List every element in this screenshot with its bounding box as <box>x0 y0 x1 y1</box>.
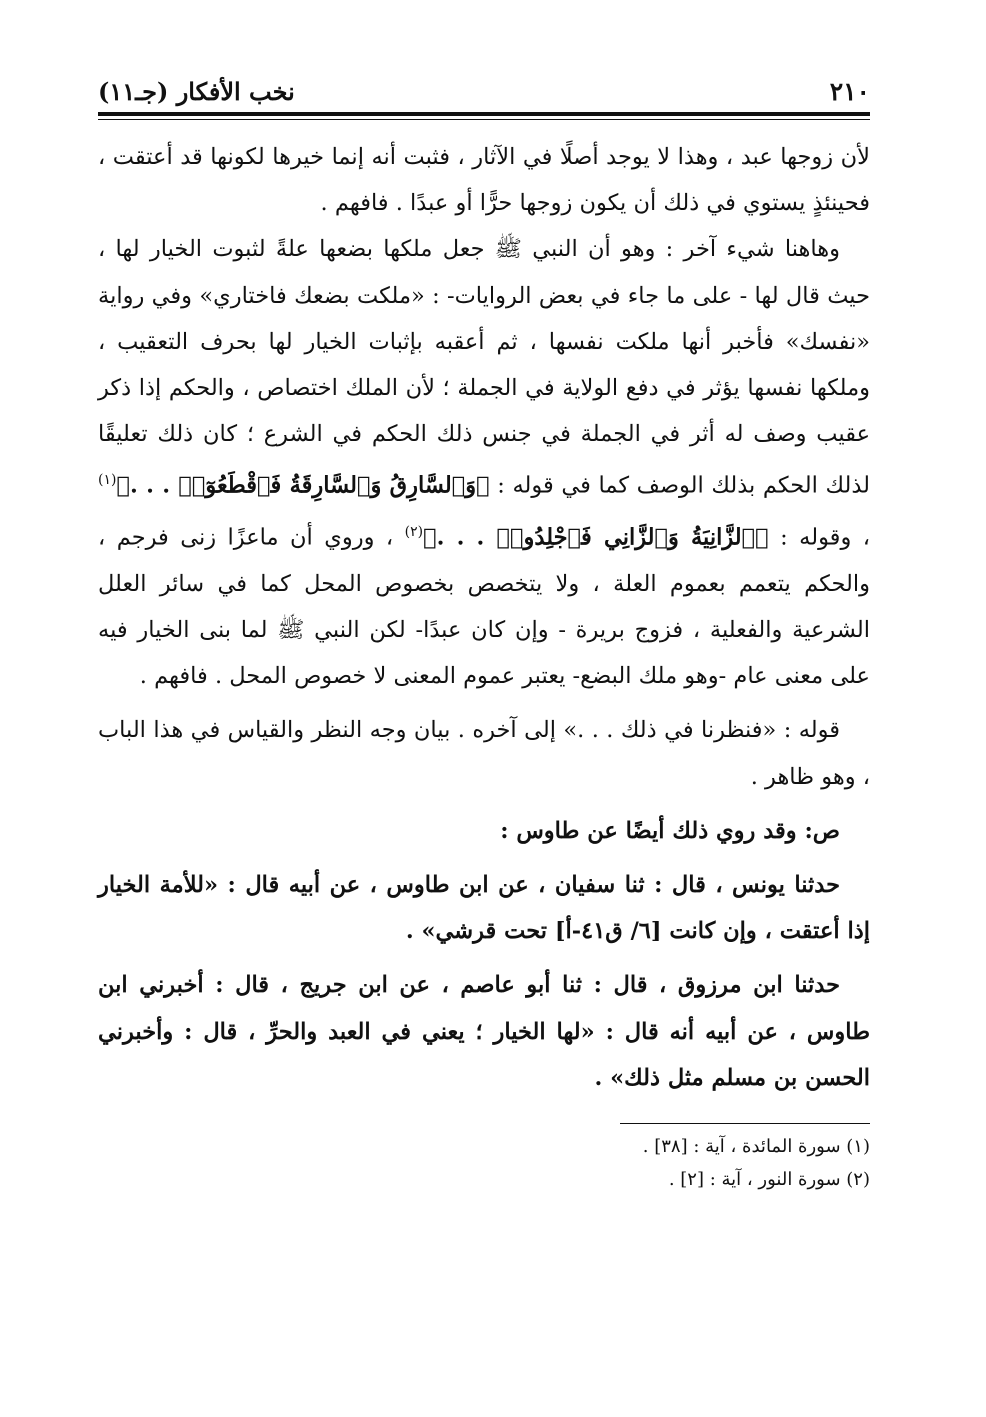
paragraph-2-connector: ، وقوله : <box>780 524 871 551</box>
footnote-ref-1: (١) <box>98 472 117 489</box>
footnotes <box>98 1130 870 1196</box>
quran-verse-1: ﴿وَٱلسَّارِقُ وَٱلسَّارِقَةُ فَٱقْطَعُوٓا۟ . . .﴾ <box>116 472 490 499</box>
footnote-2: (٢) سورة النور ، آية : [٢] . <box>668 1169 870 1191</box>
quran-verse-2: ﴿ٱلزَّانِيَةُ وَٱلزَّانِي فَٱجْلِدُوا۟ . . .﴾ <box>423 524 769 551</box>
paragraph-3: قوله : «فنظرنا في ذلك . . .» إلى آخره . بيان وجه النظر والقياس في هذا الباب ، وهو ظاهر . <box>98 717 870 790</box>
document-page <box>98 66 870 1196</box>
footnote-ref-2: (٢) <box>404 524 424 541</box>
header-rule-thin <box>98 119 870 120</box>
paragraph-2 <box>98 226 870 699</box>
paragraph-1: لأن زوجها عبد ، وهذا لا يوجد أصلًا في الآثار ، فثبت أنه إنما خيرها لكونها قد أعتقت ، فحينئذٍ يستوي في ذلك أن يكون زوجها حرًّا أو عبدًا . فافهم . <box>98 144 870 217</box>
hadith-2: حدثنا ابن مرزوق ، قال : ثنا أبو عاصم ، عن ابن جريج ، قال : أخبرني ابن طاوس ، عن أبيه أنه قال : «لها الخيار ؛ يعني في العبد والحرِّ ، قال : وأخبرني الحسن بن مسلم مثل ذلك» . <box>98 972 870 1091</box>
header-rule-thick <box>98 112 870 116</box>
hadith-1: حدثنا يونس ، قال : ثنا سفيان ، عن ابن طاوس ، عن أبيه قال : «للأمة الخيار إذا أعتقت ، وإن كانت [٦/ ق٤١-أ] تحت قرشي» . <box>98 872 870 945</box>
paragraph-2-text: وهاهنا شيء آخر : وهو أن النبي ﷺ جعل ملكها بضعها علةً لثبوت الخيار لها ، حيث قال لها - على ما جاء في بعض الروايات- : «ملكت بضعك فاختاري» وفي رواية «نفسك» فأخبر أنها ملكت نفسها ، ثم أعقبه بإثبات الخيار لها بحرف التعقيب ، وملكها نفسها يؤثر في دفع الولاية في الجملة ؛ لأن الملك اختصاص ، والحكم إذا ذكر عقيب وصف له أثر في الجملة في جنس ذلك الحكم في الشرع ؛ كان ذلك تعليقًا لذلك الحكم بذلك الوصف كما في قوله : <box>98 236 871 499</box>
section-heading: ص: وقد روي ذلك أيضًا عن طاوس : <box>500 817 840 844</box>
page-header <box>98 66 870 106</box>
page-body <box>98 134 870 1101</box>
page-number: ٢١٠ <box>829 77 870 106</box>
book-title: نخب الأفكار (جـ١١) <box>98 77 295 106</box>
footnote-divider <box>620 1123 870 1124</box>
paragraph-2-continuation: ، وروي أن ماعزًا زنى فرجم ، والحكم يتعمم بعموم العلة ، ولا يتخصص بخصوص المحل كما في سائر العلل الشرعية والفعلية ، فزوج بريرة - وإن كان عبدًا- لكن النبي ﷺ لما بنى الخيار فيه على معنى عام -وهو ملك البضع- يعتبر عموم المعنى لا خصوص المحل . فافهم . <box>98 524 870 690</box>
footnote-1: (١) سورة المائدة ، آية : [٣٨] . <box>642 1136 870 1158</box>
